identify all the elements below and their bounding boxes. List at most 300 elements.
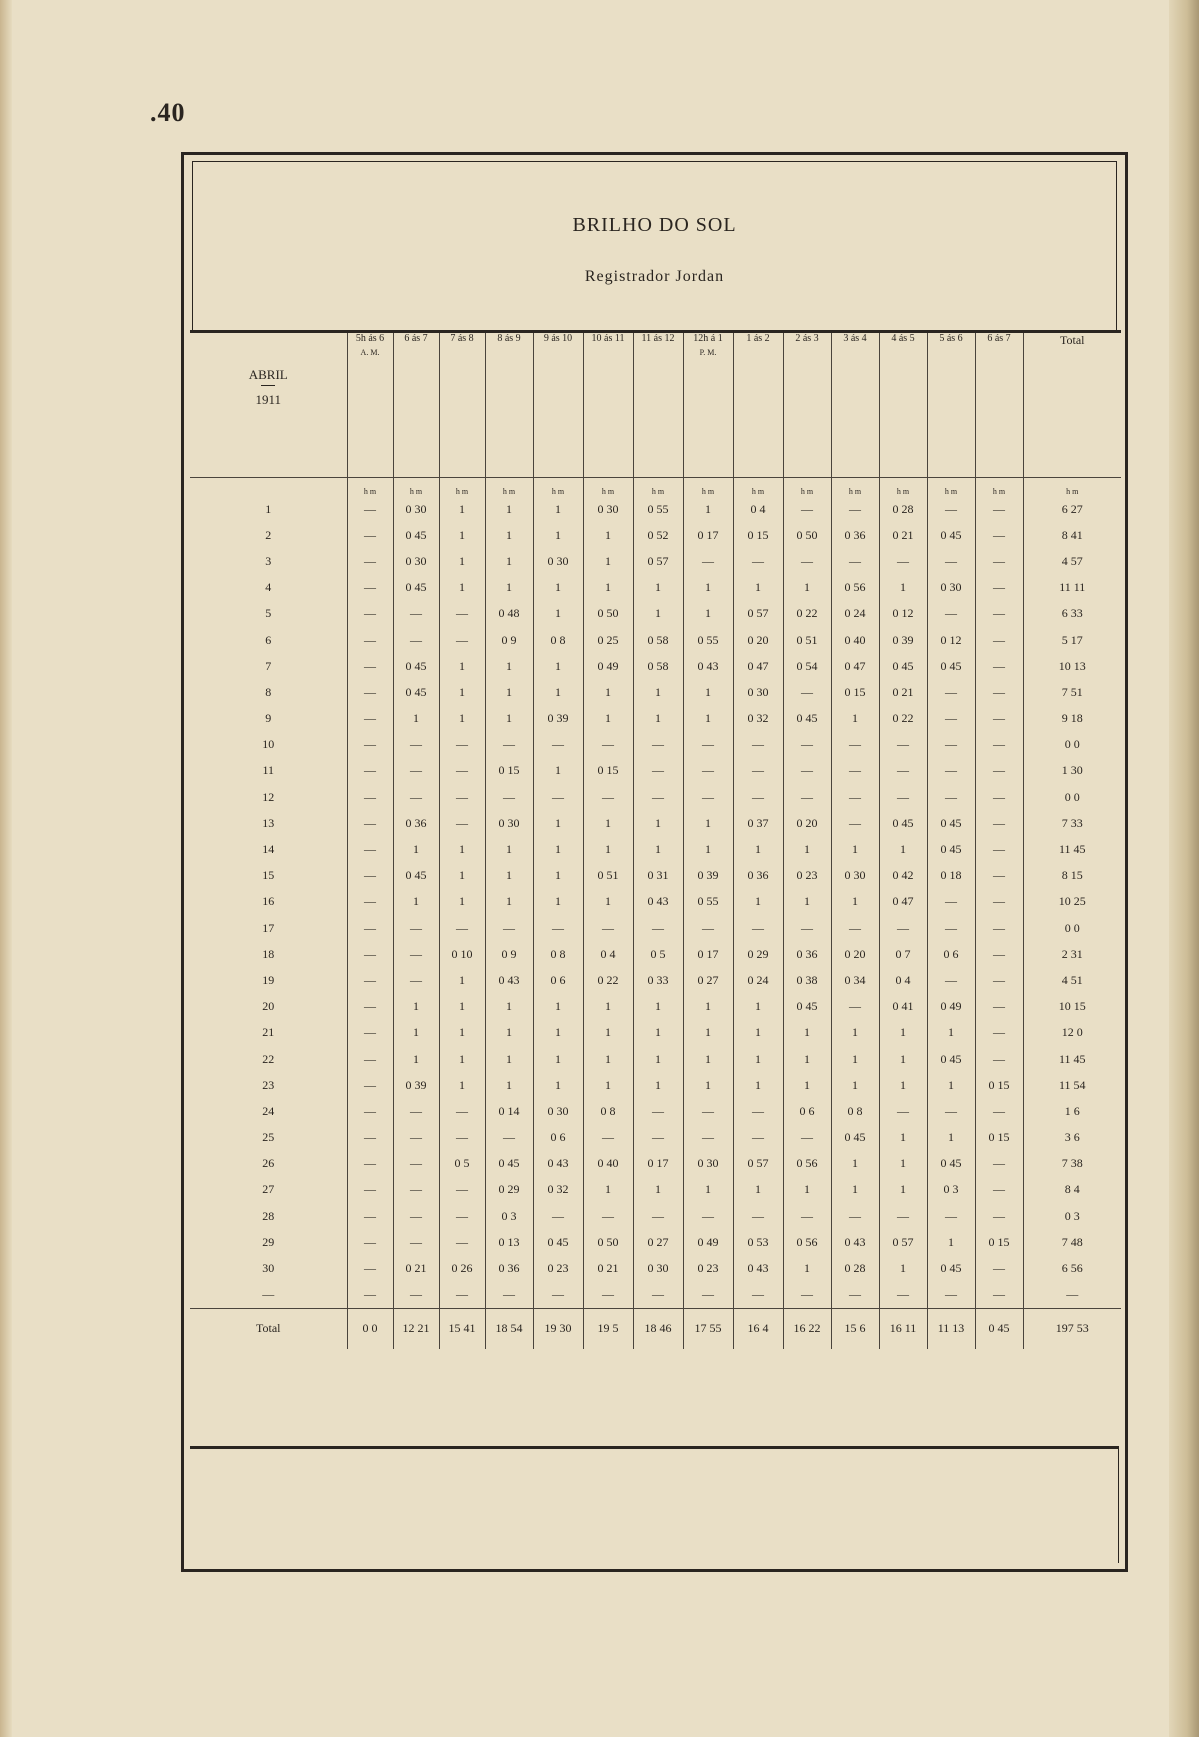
value-cell: 0 21 — [583, 1255, 633, 1281]
unit-label: h m — [783, 478, 831, 497]
value-cell: — — [783, 1203, 831, 1229]
column-header: 1 ás 2 — [733, 332, 783, 478]
value-cell: 1 — [927, 1229, 975, 1255]
value-cell: — — [347, 1020, 393, 1046]
value-cell: 1 — [831, 1151, 879, 1177]
value-cell: 0 40 — [831, 627, 879, 653]
value-cell: — — [533, 1282, 583, 1309]
value-cell: — — [439, 810, 485, 836]
header-row — [190, 332, 1121, 478]
value-cell: — — [975, 548, 1023, 574]
value-cell: — — [347, 1203, 393, 1229]
value-cell: — — [927, 1203, 975, 1229]
day-label: 28 — [262, 1208, 275, 1223]
value-cell: — — [347, 548, 393, 574]
value-cell: 0 8 — [533, 627, 583, 653]
day-label: 20 — [262, 999, 275, 1014]
value-cell: 0 6 — [783, 1098, 831, 1124]
value-cell: — — [733, 758, 783, 784]
value-cell: — — [975, 784, 1023, 810]
day-label: 1 — [265, 501, 272, 516]
unit-label: h m — [485, 478, 533, 497]
value-cell: 0 26 — [439, 1255, 485, 1281]
value-cell: 1 — [831, 889, 879, 915]
value-cell: 1 — [783, 1255, 831, 1281]
value-cell: 0 4 — [583, 941, 633, 967]
value-cell: — — [879, 758, 927, 784]
value-cell: — — [927, 915, 975, 941]
day-label: 16 — [262, 894, 275, 909]
value-cell: 1 — [583, 1072, 633, 1098]
value-cell: 0 36 — [393, 810, 439, 836]
value-cell: 1 — [533, 758, 583, 784]
unit-label: h m — [439, 478, 485, 497]
value-cell: 1 — [439, 706, 485, 732]
value-cell: — — [439, 1282, 485, 1309]
value-cell: — — [975, 1203, 1023, 1229]
value-cell: — — [733, 1282, 783, 1309]
value-cell: — — [347, 1046, 393, 1072]
column-header: 5h ás 6 A. M. — [347, 332, 393, 478]
value-cell: 0 30 — [533, 548, 583, 574]
value-cell: 0 20 — [783, 810, 831, 836]
month-label: ABRIL — [248, 367, 288, 382]
value-cell: 0 50 — [783, 522, 831, 548]
value-cell: 1 — [633, 706, 683, 732]
value-cell: — — [927, 758, 975, 784]
total-cell: 0 0 — [347, 1308, 393, 1349]
column-header: 4 ás 5 — [879, 332, 927, 478]
value-cell: 1 — [879, 1177, 927, 1203]
column-header: 8 ás 9 — [485, 332, 533, 478]
value-cell: 1 — [393, 994, 439, 1020]
value-cell: 1 — [583, 548, 633, 574]
value-cell: — — [393, 758, 439, 784]
value-cell: 0 39 — [879, 627, 927, 653]
value-cell: 0 51 — [783, 627, 831, 653]
column-header: 2 ás 3 — [783, 332, 831, 478]
day-label: 29 — [262, 1234, 275, 1249]
value-cell: 0 15 — [733, 522, 783, 548]
unit-label: h m — [879, 478, 927, 497]
value-cell: 0 45 — [927, 810, 975, 836]
year-label: 1911 — [255, 392, 282, 407]
table-row — [190, 1229, 1121, 1255]
value-cell: — — [393, 601, 439, 627]
value-cell: — — [927, 967, 975, 993]
value-cell: — — [783, 1282, 831, 1309]
value-cell: — — [533, 784, 583, 810]
am-label: A. M. — [360, 348, 380, 357]
value-cell: — — [783, 548, 831, 574]
value-cell: 1 — [485, 1072, 533, 1098]
value-cell: 1 — [485, 1020, 533, 1046]
unit-label: h m — [533, 478, 583, 497]
value-cell: — — [683, 548, 733, 574]
value-cell: 0 37 — [733, 810, 783, 836]
value-cell: 1 — [783, 1020, 831, 1046]
day-label: 9 — [265, 711, 272, 726]
value-cell: — — [879, 1282, 927, 1309]
total-cell: 15 41 — [439, 1308, 485, 1349]
table-row — [190, 496, 1121, 522]
value-cell: 0 13 — [485, 1229, 533, 1255]
value-cell: 0 57 — [879, 1229, 927, 1255]
value-cell: 1 — [583, 810, 633, 836]
unit-label: h m — [583, 478, 633, 497]
value-cell: — — [879, 915, 927, 941]
value-cell: — — [347, 1098, 393, 1124]
page-title: BRILHO DO SOL — [572, 214, 737, 236]
value-cell: 1 — [633, 575, 683, 601]
table-row — [190, 810, 1121, 836]
value-cell: 0 55 — [683, 889, 733, 915]
table-row — [190, 706, 1121, 732]
value-cell: 0 21 — [393, 1255, 439, 1281]
value-cell: 1 — [783, 889, 831, 915]
value-cell: — — [347, 706, 393, 732]
value-cell: 0 14 — [485, 1098, 533, 1124]
day-label: 27 — [262, 1182, 275, 1197]
value-cell: — — [733, 1098, 783, 1124]
value-cell: — — [393, 1125, 439, 1151]
value-cell: 0 43 — [683, 653, 733, 679]
unit-label: h m — [683, 478, 733, 497]
table-row — [190, 941, 1121, 967]
value-cell: — — [347, 732, 393, 758]
value-cell: — — [347, 601, 393, 627]
row-total-cell: 10 25 — [1023, 889, 1121, 915]
value-cell: — — [927, 732, 975, 758]
grand-total-cell: 197 53 — [1023, 1308, 1121, 1349]
value-cell: 1 — [879, 1072, 927, 1098]
value-cell: 0 28 — [879, 496, 927, 522]
value-cell: — — [975, 575, 1023, 601]
value-cell: — — [733, 548, 783, 574]
value-cell: — — [347, 784, 393, 810]
table-row — [190, 1098, 1121, 1124]
row-total-cell: 8 41 — [1023, 522, 1121, 548]
column-header: 6 ás 7 — [393, 332, 439, 478]
value-cell: 1 — [879, 1151, 927, 1177]
table-row — [190, 915, 1121, 941]
value-cell: 0 48 — [485, 601, 533, 627]
value-cell: — — [783, 1125, 831, 1151]
value-cell: 0 30 — [393, 548, 439, 574]
value-cell: 0 27 — [633, 1229, 683, 1255]
day-label: 19 — [262, 972, 275, 987]
value-cell: — — [393, 967, 439, 993]
value-cell: — — [831, 496, 879, 522]
value-cell: 0 30 — [831, 863, 879, 889]
table-row — [190, 1020, 1121, 1046]
row-total-cell: 6 33 — [1023, 601, 1121, 627]
value-cell: 0 30 — [633, 1255, 683, 1281]
value-cell: 1 — [783, 1046, 831, 1072]
value-cell: — — [831, 1203, 879, 1229]
total-cell: 12 21 — [393, 1308, 439, 1349]
value-cell: 0 27 — [683, 967, 733, 993]
value-cell: 0 9 — [485, 627, 533, 653]
value-cell: 0 32 — [733, 706, 783, 732]
day-label: 22 — [262, 1051, 275, 1066]
value-cell: — — [975, 706, 1023, 732]
day-label: 5 — [265, 606, 272, 621]
value-cell: 0 21 — [879, 679, 927, 705]
value-cell: 0 45 — [533, 1229, 583, 1255]
total-cell: 16 11 — [879, 1308, 927, 1349]
value-cell: — — [439, 758, 485, 784]
value-cell: 0 15 — [831, 679, 879, 705]
value-cell: 1 — [879, 575, 927, 601]
value-cell: 0 17 — [633, 1151, 683, 1177]
value-cell: — — [347, 941, 393, 967]
value-cell: — — [485, 784, 533, 810]
unit-label: h m — [633, 478, 683, 497]
value-cell: 1 — [633, 1020, 683, 1046]
value-cell: 0 3 — [927, 1177, 975, 1203]
value-cell: — — [347, 1072, 393, 1098]
value-cell: — — [879, 1203, 927, 1229]
value-cell: — — [439, 1098, 485, 1124]
value-cell: — — [347, 627, 393, 653]
value-cell: 0 30 — [485, 810, 533, 836]
value-cell: 1 — [485, 679, 533, 705]
day-label: 15 — [262, 868, 275, 883]
value-cell: 1 — [533, 994, 583, 1020]
value-cell: 1 — [533, 601, 583, 627]
value-cell: 0 7 — [879, 941, 927, 967]
table-row — [190, 1255, 1121, 1281]
value-cell: 1 — [583, 1177, 633, 1203]
unit-label: h m — [1023, 478, 1121, 497]
value-cell: — — [347, 575, 393, 601]
value-cell: 0 30 — [683, 1151, 733, 1177]
value-cell: — — [975, 967, 1023, 993]
value-cell: 0 54 — [783, 653, 831, 679]
value-cell: — — [975, 1282, 1023, 1309]
value-cell: 1 — [533, 496, 583, 522]
value-cell: 1 — [393, 1046, 439, 1072]
value-cell: 1 — [733, 1072, 783, 1098]
value-cell: 1 — [485, 863, 533, 889]
day-label: 2 — [265, 527, 272, 542]
value-cell: — — [633, 1125, 683, 1151]
value-cell: 1 — [683, 601, 733, 627]
row-total-cell: 1 6 — [1023, 1098, 1121, 1124]
page-number: .40 — [150, 98, 186, 127]
value-cell: — — [347, 1282, 393, 1309]
value-cell: — — [439, 1125, 485, 1151]
value-cell: 0 15 — [975, 1072, 1023, 1098]
value-cell: 0 40 — [583, 1151, 633, 1177]
value-cell: 1 — [831, 1020, 879, 1046]
value-cell: — — [393, 915, 439, 941]
total-cell: 16 4 — [733, 1308, 783, 1349]
day-label: 3 — [265, 553, 272, 568]
value-cell: 0 45 — [879, 653, 927, 679]
value-cell: — — [347, 810, 393, 836]
value-cell: — — [633, 1282, 683, 1309]
day-label: 25 — [262, 1130, 275, 1145]
value-cell: 0 8 — [583, 1098, 633, 1124]
value-cell: 0 53 — [733, 1229, 783, 1255]
value-cell: 0 12 — [879, 601, 927, 627]
value-cell: 1 — [879, 1255, 927, 1281]
total-cell: 17 55 — [683, 1308, 733, 1349]
value-cell: 1 — [583, 522, 633, 548]
value-cell: 0 5 — [633, 941, 683, 967]
row-total-cell: 2 31 — [1023, 941, 1121, 967]
value-cell: 0 34 — [831, 967, 879, 993]
table-row — [190, 679, 1121, 705]
value-cell: 1 — [533, 653, 583, 679]
value-cell: 0 57 — [733, 601, 783, 627]
value-cell: 0 23 — [683, 1255, 733, 1281]
value-cell: — — [975, 653, 1023, 679]
value-cell: — — [879, 548, 927, 574]
value-cell: 1 — [393, 706, 439, 732]
value-cell: 1 — [879, 1125, 927, 1151]
table-row — [190, 863, 1121, 889]
value-cell: 0 28 — [831, 1255, 879, 1281]
page-edge-right — [1169, 0, 1199, 1737]
value-cell: 0 45 — [783, 994, 831, 1020]
value-cell: 0 45 — [393, 653, 439, 679]
table-row — [190, 1203, 1121, 1229]
value-cell: — — [733, 915, 783, 941]
day-label: — — [262, 1287, 275, 1302]
table-frame — [181, 152, 1128, 1572]
value-cell: 0 39 — [393, 1072, 439, 1098]
value-cell: 1 — [533, 575, 583, 601]
row-total-cell: 11 45 — [1023, 836, 1121, 862]
value-cell: — — [393, 1282, 439, 1309]
total-cell: 18 54 — [485, 1308, 533, 1349]
value-cell: 0 55 — [683, 627, 733, 653]
value-cell: 0 36 — [733, 863, 783, 889]
footer-blank-area — [190, 1446, 1119, 1563]
value-cell: 1 — [633, 679, 683, 705]
value-cell: 1 — [393, 1020, 439, 1046]
value-cell: 1 — [733, 1020, 783, 1046]
value-cell: — — [975, 679, 1023, 705]
pm-label: P. M. — [699, 348, 717, 357]
value-cell: 1 — [485, 994, 533, 1020]
value-cell: — — [485, 1282, 533, 1309]
value-cell: — — [879, 784, 927, 810]
value-cell: 1 — [485, 522, 533, 548]
value-cell: 0 15 — [975, 1125, 1023, 1151]
value-cell: — — [583, 732, 633, 758]
value-cell: 0 36 — [485, 1255, 533, 1281]
value-cell: — — [927, 784, 975, 810]
value-cell: 1 — [533, 1020, 583, 1046]
value-cell: 0 23 — [783, 863, 831, 889]
row-total-cell: — — [1023, 1282, 1121, 1309]
value-cell: — — [347, 1229, 393, 1255]
value-cell: — — [393, 1098, 439, 1124]
value-cell: 1 — [683, 836, 733, 862]
value-cell: 0 36 — [831, 522, 879, 548]
unit-label: h m — [927, 478, 975, 497]
value-cell: 0 22 — [879, 706, 927, 732]
value-cell: — — [347, 679, 393, 705]
table-row — [190, 1072, 1121, 1098]
value-cell: 0 42 — [879, 863, 927, 889]
value-cell: — — [975, 601, 1023, 627]
value-cell: 0 20 — [831, 941, 879, 967]
value-cell: 1 — [583, 575, 633, 601]
value-cell: — — [831, 784, 879, 810]
value-cell: 0 57 — [733, 1151, 783, 1177]
value-cell: 1 — [783, 575, 831, 601]
value-cell: 0 25 — [583, 627, 633, 653]
unit-label: h m — [733, 478, 783, 497]
column-header: 9 ás 10 — [533, 332, 583, 478]
value-cell: 0 47 — [879, 889, 927, 915]
value-cell: — — [733, 784, 783, 810]
value-cell: 1 — [533, 679, 583, 705]
value-cell: 0 58 — [633, 627, 683, 653]
value-cell: 1 — [633, 836, 683, 862]
value-cell: 0 6 — [533, 967, 583, 993]
value-cell: 1 — [439, 653, 485, 679]
value-cell: — — [683, 1125, 733, 1151]
value-cell: — — [879, 732, 927, 758]
value-cell: 1 — [633, 1046, 683, 1072]
value-cell: — — [783, 732, 831, 758]
value-cell: 0 45 — [927, 1255, 975, 1281]
value-cell: 0 36 — [783, 941, 831, 967]
value-cell: — — [347, 758, 393, 784]
value-cell: — — [347, 967, 393, 993]
value-cell: 1 — [927, 1020, 975, 1046]
value-cell: 1 — [533, 810, 583, 836]
value-cell: — — [439, 1229, 485, 1255]
value-cell: 0 15 — [485, 758, 533, 784]
total-cell: 19 5 — [583, 1308, 633, 1349]
value-cell: 1 — [927, 1125, 975, 1151]
value-cell: 0 8 — [831, 1098, 879, 1124]
table-row — [190, 732, 1121, 758]
value-cell: 1 — [439, 1046, 485, 1072]
table-row — [190, 548, 1121, 574]
value-cell: 1 — [393, 889, 439, 915]
value-cell: — — [439, 1203, 485, 1229]
row-total-cell: 7 51 — [1023, 679, 1121, 705]
row-total-cell: 12 0 — [1023, 1020, 1121, 1046]
value-cell: 0 47 — [733, 653, 783, 679]
value-cell: — — [393, 627, 439, 653]
value-cell: 1 — [439, 1072, 485, 1098]
value-cell: 1 — [683, 810, 733, 836]
value-cell: 1 — [439, 679, 485, 705]
value-cell: 0 55 — [633, 496, 683, 522]
value-cell: 0 23 — [533, 1255, 583, 1281]
value-cell: — — [831, 810, 879, 836]
value-cell: 0 57 — [633, 548, 683, 574]
value-cell: — — [583, 784, 633, 810]
value-cell: — — [347, 915, 393, 941]
value-cell: — — [831, 1282, 879, 1309]
column-header: 11 ás 12 — [633, 332, 683, 478]
sunshine-table — [190, 330, 1121, 1349]
total-cell: 19 30 — [533, 1308, 583, 1349]
value-cell: 0 4 — [733, 496, 783, 522]
value-cell: — — [633, 1203, 683, 1229]
row-total-cell: 10 13 — [1023, 653, 1121, 679]
